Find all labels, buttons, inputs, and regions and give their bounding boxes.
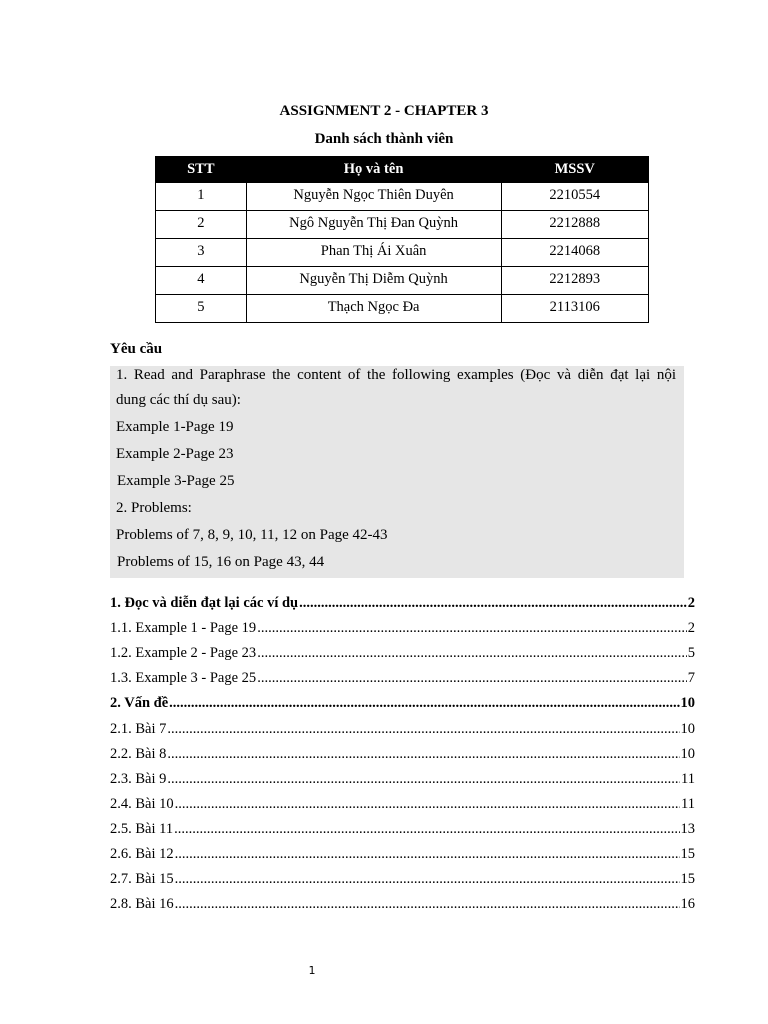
toc-entry-page: 5 — [687, 645, 695, 662]
toc-entry-title: 2.8. Bài 16 — [110, 896, 174, 913]
toc-dot-leader — [299, 594, 687, 612]
toc-dot-leader — [175, 845, 680, 863]
cell-mssv: 2210554 — [501, 183, 648, 211]
cell-mssv: 2212893 — [501, 267, 648, 295]
requirement-line: Example 3-Page 25 — [117, 473, 235, 489]
toc-entry[interactable] — [110, 745, 695, 765]
requirement-line: 1. Read and Paraphrase the content of the following examples (Đọc và diễn đạt lại nội — [116, 367, 676, 383]
members-subtitle: Danh sách thành viên — [314, 131, 454, 147]
requirement-line: 2. Problems: — [116, 500, 192, 516]
toc-entry[interactable] — [110, 795, 695, 815]
page-number: 1 — [308, 964, 316, 977]
cell-mssv: 2113106 — [501, 295, 648, 323]
members-table — [155, 156, 649, 323]
cell-name: Thạch Ngọc Đa — [246, 295, 501, 323]
requirement-line: dung các thí dụ sau): — [116, 392, 241, 408]
cell-stt: 2 — [156, 211, 247, 239]
requirement-line: Example 1-Page 19 — [116, 419, 234, 435]
table-row — [156, 239, 649, 267]
toc-entry-title: 1. Đọc và diễn đạt lại các ví dụ — [110, 595, 299, 611]
table-row — [156, 295, 649, 323]
toc-entry-page: 13 — [680, 820, 695, 837]
cell-mssv: 2212888 — [501, 211, 648, 239]
toc-dot-leader — [257, 619, 687, 637]
cell-stt: 3 — [156, 239, 247, 267]
toc-dot-leader — [175, 795, 680, 813]
toc-entry[interactable] — [110, 594, 695, 614]
toc-entry-title: 1.2. Example 2 - Page 23 — [110, 645, 257, 662]
toc-entry-title: 2.3. Bài 9 — [110, 770, 167, 787]
header-name: Họ và tên — [246, 157, 501, 183]
toc-entry-title: 1.1. Example 1 - Page 19 — [110, 620, 257, 637]
toc-entry-page: 2 — [687, 595, 695, 611]
table-header-row — [156, 157, 649, 183]
toc-entry-page: 10 — [680, 745, 695, 762]
page-title: ASSIGNMENT 2 - CHAPTER 3 — [279, 103, 489, 119]
toc-entry-title: 1.3. Example 3 - Page 25 — [110, 670, 257, 687]
toc-entry-page: 16 — [680, 896, 695, 913]
requirements-heading: Yêu cầu — [110, 341, 163, 357]
requirement-line: Problems of 7, 8, 9, 10, 11, 12 on Page 42-43 — [116, 527, 388, 543]
toc-dot-leader — [167, 770, 680, 788]
toc-entry-title: 2.4. Bài 10 — [110, 795, 174, 812]
toc-entry-page: 11 — [681, 770, 695, 787]
toc-dot-leader — [169, 694, 679, 712]
header-mssv: MSSV — [501, 157, 648, 183]
requirement-line: Example 2-Page 23 — [116, 446, 234, 462]
toc-entry[interactable] — [110, 895, 695, 915]
toc-dot-leader — [174, 820, 679, 838]
toc-entry-page: 11 — [681, 795, 695, 812]
cell-name: Nguyễn Thị Diễm Quỳnh — [246, 267, 501, 295]
toc-entry[interactable] — [110, 720, 695, 740]
toc-entry-page: 7 — [687, 670, 695, 687]
toc-dot-leader — [167, 745, 679, 763]
toc-entry[interactable] — [110, 619, 695, 639]
toc-entry[interactable] — [110, 694, 695, 714]
requirements-box — [110, 366, 684, 578]
header-stt: STT — [156, 157, 247, 183]
cell-stt: 5 — [156, 295, 247, 323]
table-row — [156, 183, 649, 211]
cell-stt: 4 — [156, 267, 247, 295]
cell-name: Phan Thị Ái Xuân — [246, 239, 501, 267]
toc-entry-title: 2. Vấn đề — [110, 695, 169, 712]
toc-entry[interactable] — [110, 770, 695, 790]
toc-dot-leader — [175, 870, 680, 888]
cell-name: Nguyễn Ngọc Thiên Duyên — [246, 183, 501, 211]
toc-dot-leader — [167, 720, 679, 738]
table-row — [156, 267, 649, 295]
toc-entry[interactable] — [110, 644, 695, 664]
toc-entry-title: 2.6. Bài 12 — [110, 846, 174, 862]
cell-name: Ngô Nguyễn Thị Đan Quỳnh — [246, 211, 501, 239]
toc-entry-page: 10 — [680, 720, 695, 737]
toc-entry[interactable] — [110, 870, 695, 890]
cell-stt: 1 — [156, 183, 247, 211]
cell-mssv: 2214068 — [501, 239, 648, 267]
toc-entry[interactable] — [110, 845, 695, 865]
toc-entry-page: 2 — [687, 620, 695, 637]
toc-entry[interactable] — [110, 669, 695, 689]
toc-entry-page: 15 — [680, 846, 695, 862]
table-row — [156, 211, 649, 239]
requirement-line: Problems of 15, 16 on Page 43, 44 — [117, 554, 325, 570]
toc-entry-page: 15 — [680, 871, 695, 888]
toc-entry-title: 2.1. Bài 7 — [110, 720, 167, 737]
toc-dot-leader — [175, 895, 680, 913]
toc-entry-title: 2.2. Bài 8 — [110, 745, 167, 762]
toc-dot-leader — [257, 644, 687, 662]
toc-entry-page: 10 — [680, 695, 695, 712]
toc-dot-leader — [257, 669, 687, 687]
toc-entry[interactable] — [110, 820, 695, 840]
toc-entry-title: 2.7. Bài 15 — [110, 871, 174, 888]
toc-entry-title: 2.5. Bài 11 — [110, 820, 174, 837]
